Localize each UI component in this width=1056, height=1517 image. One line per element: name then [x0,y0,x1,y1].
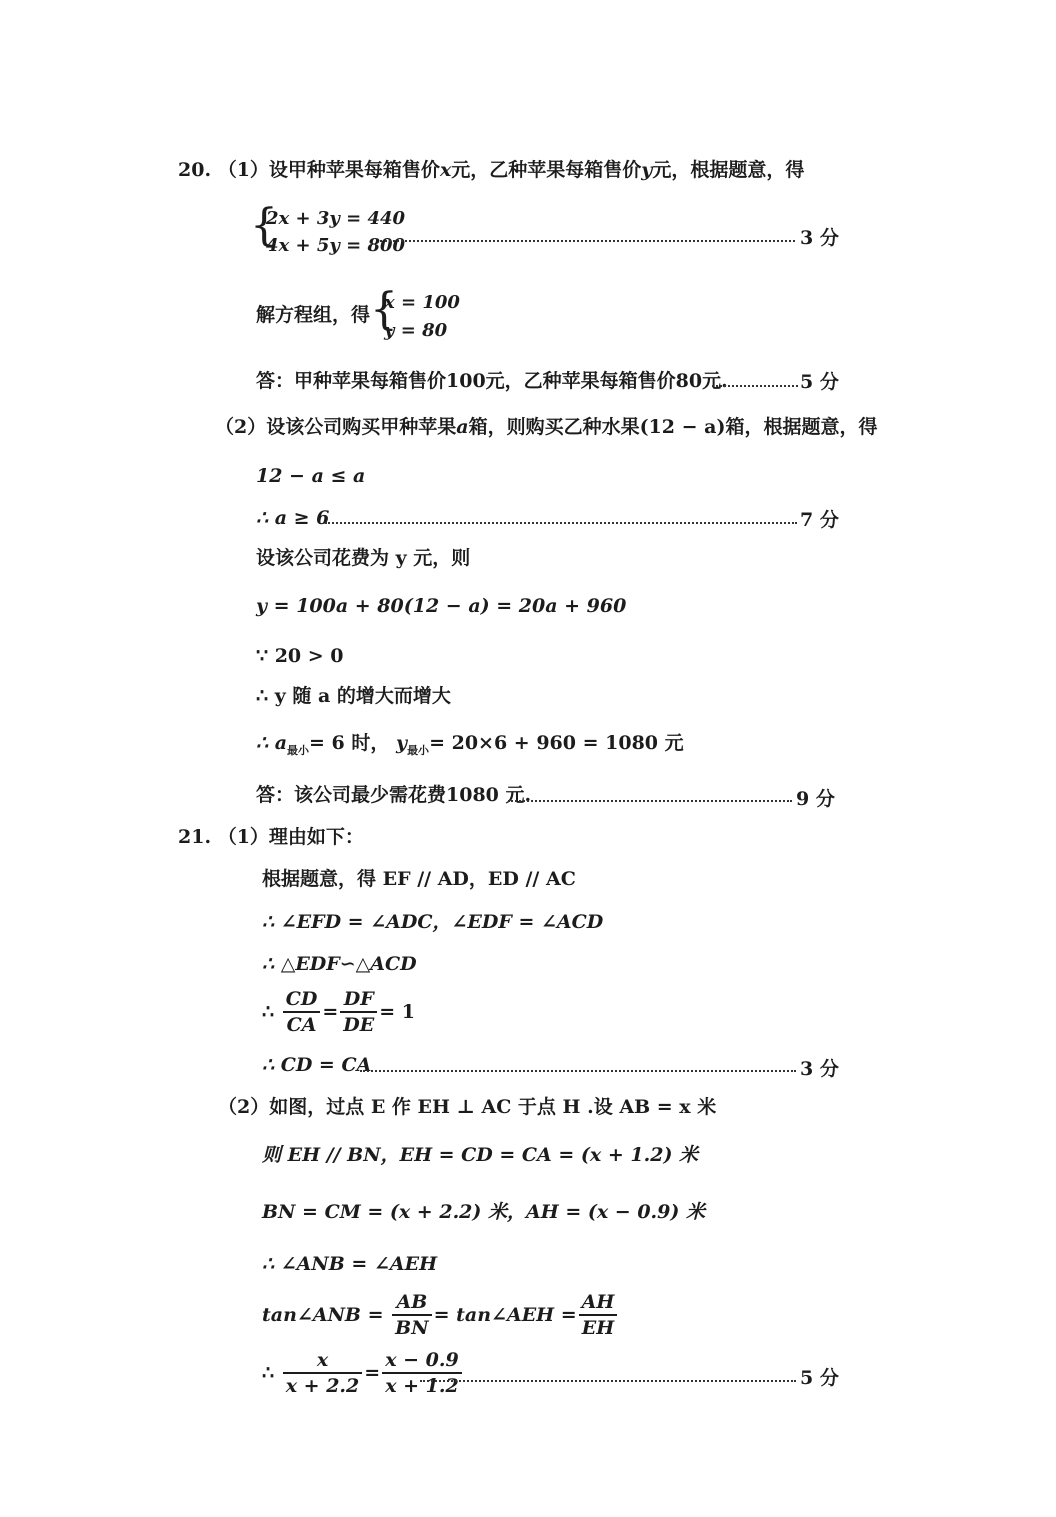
leader-dots [380,240,795,242]
fraction-numerator: CD [283,987,321,1013]
min-a-text: ∴ a [256,732,288,754]
leader-dots [712,385,798,387]
equation-1: 2x + 3y = 440 [266,208,406,229]
q21-intro-line [178,825,364,849]
q20-part2-line [215,415,877,439]
fraction-cd-ca [283,987,321,1037]
score-9: 9 分 [796,788,835,810]
answer-line-1: 答：甲种苹果每箱售价100元，乙种苹果每箱售价80元. [256,370,728,392]
fraction-df-de [340,987,377,1037]
equals-sign: = [322,1001,339,1023]
min-subscript-a: 最小 [287,744,310,757]
fraction-denominator: BN [395,1317,429,1339]
min-subscript-y: 最小 [407,744,430,757]
q20-part2-label: （2） [215,416,267,438]
q20-part2-text-a: 设该公司购买甲种苹果 [266,416,457,438]
q20-var-a: a [456,416,469,438]
therefore-symbol: ∴ [262,1362,275,1384]
q20-part2-text-b: 箱，则购买乙种水果(12 − a)箱，根据题意，得 [468,416,878,438]
cost-intro: 设该公司花费为 y 元，则 [256,547,471,569]
q21-line-1: 根据题意，得 EF // AD，ED // AC [262,868,576,890]
q21-line-2: ∴ ∠EFD = ∠ADC，∠EDF = ∠ACD [262,911,604,933]
fraction-denominator: CA [286,1014,317,1036]
q21-part2-line-4: ∴ ∠ANB = ∠AEH [262,1253,438,1275]
fraction-numerator: x [283,1348,363,1374]
score-3: 3 分 [800,227,839,249]
q21-part1-label: （1）理由如下： [217,826,364,848]
q21-line-5: ∴ CD = CA [262,1054,372,1076]
q20-part1-label: （1） [217,159,269,181]
fraction-denominator: DE [343,1014,375,1036]
q21-ratio-line [262,987,415,1037]
min-eq-a: = 6 时， [309,732,390,754]
fraction-denominator: EH [581,1317,615,1339]
q21-part2-line-3: BN = CM = (x + 2.2) 米，AH = (x − 0.9) 米 [262,1201,705,1223]
fraction-x-minus-0-9-over-x-plus-1-2 [382,1348,462,1398]
q20-var-y: y [641,159,653,181]
solve-label: 解方程组，得 [256,304,371,326]
leader-dots [325,522,797,524]
fraction-numerator: AB [392,1290,431,1316]
inequality-1: 12 − a ≤ a [256,465,366,487]
score-3-q21: 3 分 [800,1058,839,1080]
q20-intro-text-c: 元，根据题意，得 [652,159,805,181]
equals-sign: = [364,1362,381,1384]
q20-number: 20. [178,159,212,181]
fraction-numerator: DF [340,987,377,1013]
fraction-ab-bn [392,1290,431,1340]
inequality-2: ∴ a ≥ 6 [256,507,330,529]
solution-y: y = 80 [384,320,448,341]
minimum-line [256,731,684,758]
tan-equation-line [262,1290,619,1340]
cost-equation: y = 100a + 80(12 − a) = 20a + 960 [256,595,627,617]
leader-dots [360,1070,796,1072]
q21-part2-line-1: （2）如图，过点 E 作 EH ⊥ AC 于点 H .设 AB = x 米 [218,1096,717,1118]
fraction-denominator: x + 2.2 [285,1375,360,1397]
therefore-symbol: ∴ [262,1001,275,1023]
answer-line-2: 答：该公司最少需花费1080 元. [256,784,532,806]
min-y-text: y [396,732,408,754]
min-eq-y: = 20×6 + 960 = 1080 元 [429,732,684,754]
solution-x: x = 100 [384,292,460,313]
q20-intro-line [178,158,804,182]
fraction-numerator: x − 0.9 [382,1348,462,1374]
tan-aeh-text: = tan∠AEH = [433,1304,577,1326]
leader-dots [508,800,792,802]
equals-one: = 1 [379,1001,415,1023]
q20-intro-text-a: 设甲种苹果每箱售价 [268,159,440,181]
fraction-numerator: AH [579,1290,618,1316]
q20-var-x: x [439,159,452,181]
score-5: 5 分 [800,371,839,393]
score-5-q21: 5 分 [800,1367,839,1389]
q20-intro-text-b: 元，乙种苹果每箱售价 [451,159,642,181]
fraction-ah-eh [579,1290,618,1340]
q21-line-3: ∴ △EDF∽△ACD [262,953,417,975]
because-line: ∵ 20 > 0 [256,645,344,667]
score-7: 7 分 [800,509,839,531]
leader-dots [420,1380,796,1382]
equation-2: 4x + 5y = 800 [266,235,406,256]
system-brace-1: { [250,200,278,251]
final-equation-line [262,1348,464,1398]
system-brace-2: { [370,284,398,335]
fraction-denominator: x + 1.2 [385,1375,459,1397]
increase-line: ∴ y 随 a 的增大而增大 [256,685,451,707]
q21-number: 21. [178,826,212,848]
fraction-x-over-x-plus-2-2 [283,1348,363,1398]
tan-anb-text: tan∠ANB = [262,1304,384,1326]
q21-part2-line-2: 则 EH // BN，EH = CD = CA = (x + 1.2) 米 [262,1144,699,1166]
